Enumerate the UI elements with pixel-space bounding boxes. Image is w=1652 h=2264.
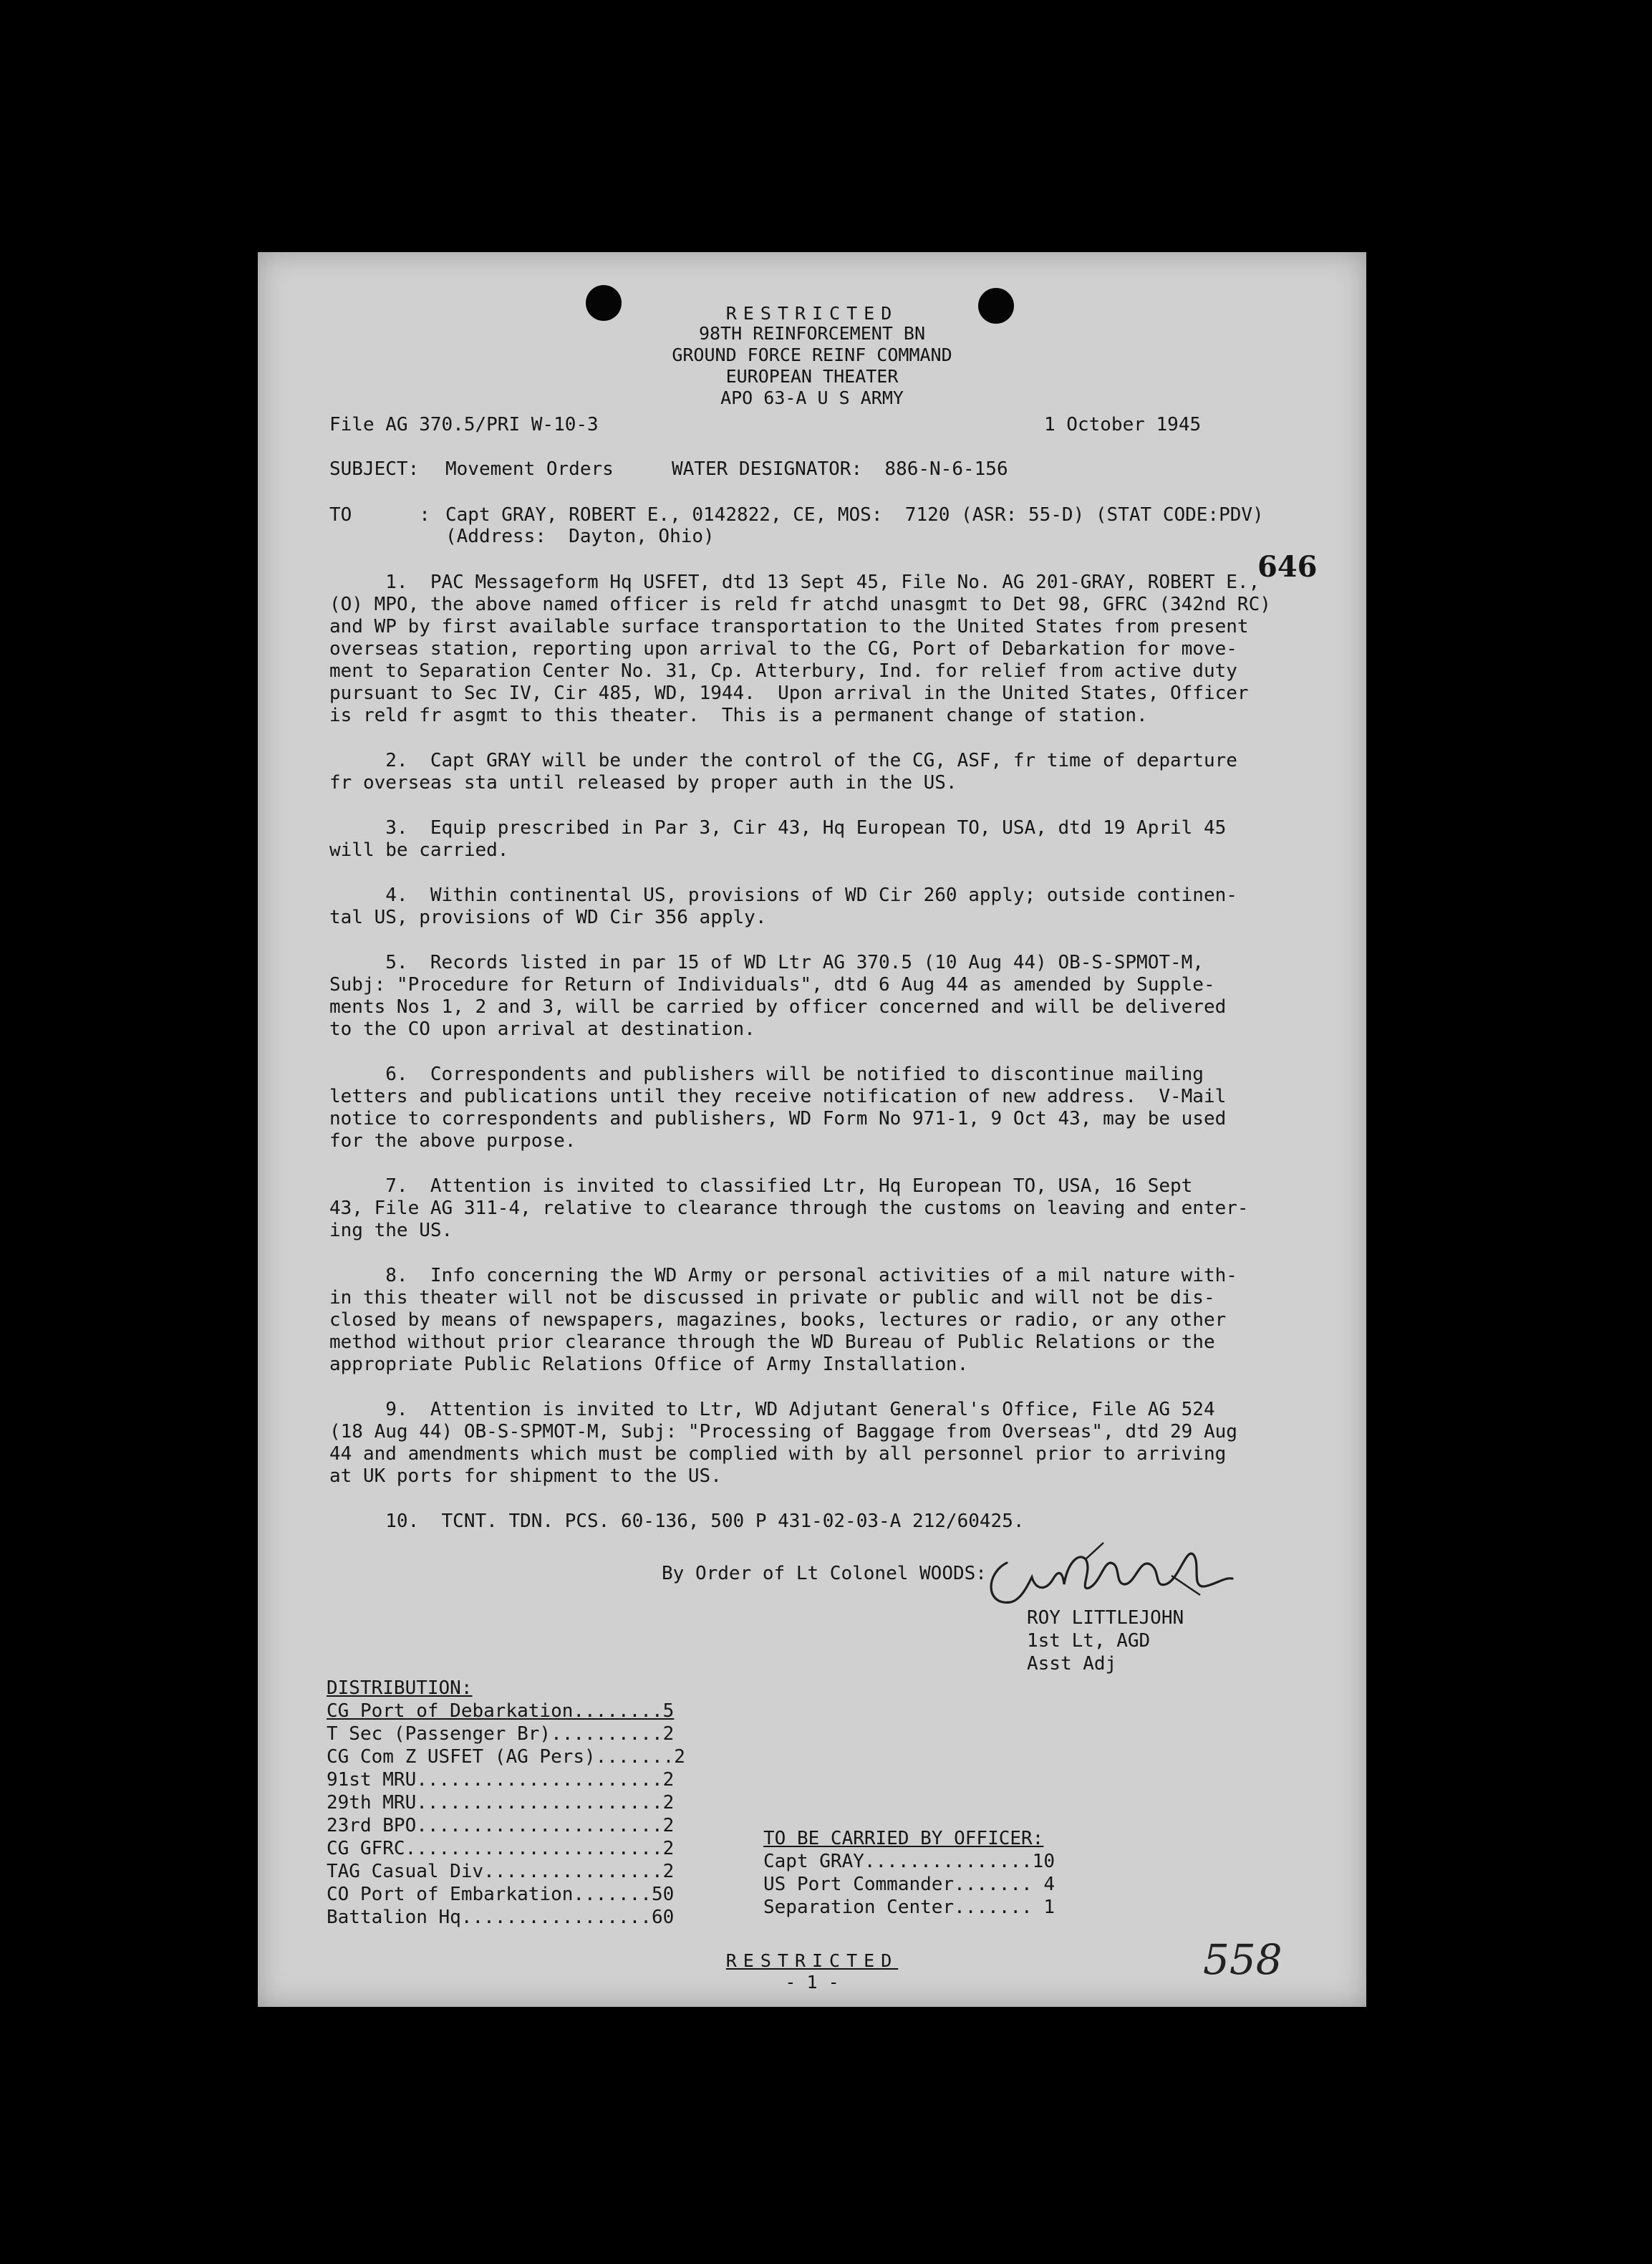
- paragraph-5-line: Subj: "Procedure for Return of Individuals", dtd 6 Aug 44 as amended by Supple-: [329, 974, 1215, 996]
- paragraph-8-line: 8. Info concerning the WD Army or personal activities of a mil nature with-: [329, 1265, 1237, 1286]
- subject-label: SUBJECT:: [329, 458, 420, 480]
- paragraph-1-line: is reld fr asgmt to this theater. This is a permanent change of station.: [329, 705, 1148, 726]
- paragraph-8-line: appropriate Public Relations Office of Army Installation.: [329, 1354, 969, 1375]
- paragraph-5-line: 5. Records listed in par 15 of WD Ltr AG 370.5 (10 Aug 44) OB-S-SPMOT-M,: [329, 952, 1204, 973]
- paragraph-3-line: 3. Equip prescribed in Par 3, Cir 43, Hq European TO, USA, dtd 19 April 45: [329, 817, 1227, 839]
- distribution-item: 23rd BPO......................2: [327, 1815, 675, 1836]
- paragraph-1-line: overseas station, reporting upon arrival to the CG, Port of Debarkation for move-: [329, 638, 1237, 660]
- paragraph-8-line: closed by means of newspapers, magazines, books, lectures or radio, or any other: [329, 1309, 1227, 1331]
- command-name: GROUND FORCE REINF COMMAND: [672, 345, 952, 365]
- classification-bottom: RESTRICTED: [725, 1950, 899, 1971]
- paragraph-1-line: 1. PAC Messageform Hq USFET, dtd 13 Sept 45, File No. AG 201-GRAY, ROBERT E.,: [329, 572, 1260, 593]
- paragraph-6-line: for the above purpose.: [329, 1130, 576, 1152]
- distribution-item: CG GFRC.......................2: [327, 1838, 675, 1859]
- distribution-heading: DISTRIBUTION:: [327, 1677, 473, 1699]
- signer-rank: 1st Lt, AGD: [1027, 1630, 1151, 1652]
- paragraph-2-line: 2. Capt GRAY will be under the control of the CG, ASF, fr time of departure: [329, 750, 1237, 771]
- apo-line: APO 63-A U S ARMY: [720, 387, 904, 408]
- paragraph-5-line: to the CO upon arrival at destination.: [329, 1018, 755, 1040]
- distribution-item: CG Com Z USFET (AG Pers).......2: [327, 1746, 685, 1768]
- paragraph-2-line: fr overseas sta until released by proper auth in the US.: [329, 772, 957, 794]
- paragraph-4-line: 4. Within continental US, provisions of WD Cir 260 apply; outside continen-: [329, 885, 1237, 906]
- water-designator: WATER DESIGNATOR: 886-N-6-156: [672, 458, 1008, 480]
- paragraph-1-line: and WP by first available surface transportation to the United States from present: [329, 616, 1249, 637]
- paragraph-8-line: method without prior clearance through the WD Bureau of Public Relations or the: [329, 1331, 1215, 1353]
- paragraph-7-line: 7. Attention is invited to classified Ltr, Hq European TO, USA, 16 Sept: [329, 1175, 1193, 1197]
- paragraph-7-line: 43, File AG 311-4, relative to clearance through the customs on leaving and enter-: [329, 1198, 1249, 1219]
- paragraph-10-line: 10. TCNT. TDN. PCS. 60-136, 500 P 431-02-03-A 212/60425.: [329, 1511, 1025, 1532]
- paragraph-8-line: in this theater will not be discussed in private or public and will not be dis-: [329, 1287, 1215, 1309]
- distribution-item: Battalion Hq.................60: [327, 1907, 675, 1928]
- handwritten-number: 558: [1203, 1935, 1283, 1984]
- paragraph-3-line: will be carried.: [329, 839, 509, 861]
- to-label: TO :: [329, 504, 430, 526]
- paragraph-9-line: at UK ports for shipment to the US.: [329, 1465, 722, 1487]
- paragraph-9-line: 9. Attention is invited to Ltr, WD Adjutant General's Office, File AG 524: [329, 1399, 1215, 1420]
- carried-item: US Port Commander....... 4: [763, 1874, 1055, 1895]
- paragraph-1-line: ment to Separation Center No. 31, Cp. Atterbury, Ind. for relief from active duty: [329, 660, 1237, 682]
- distribution-item: TAG Casual Div................2: [327, 1861, 675, 1882]
- paragraph-9-line: 44 and amendments which must be complied with by all personnel prior to arriving: [329, 1443, 1227, 1465]
- page-number: - 1 -: [785, 1972, 839, 1993]
- classification-top: RESTRICTED: [725, 303, 899, 324]
- signer-title: Asst Adj: [1027, 1653, 1117, 1675]
- paragraph-6-line: 6. Correspondents and publishers will be notified to discontinue mailing: [329, 1064, 1204, 1085]
- carried-heading: TO BE CARRIED BY OFFICER:: [763, 1828, 1044, 1849]
- distribution-item: 91st MRU......................2: [327, 1769, 675, 1791]
- document-page: [258, 252, 1366, 2007]
- file-number: File AG 370.5/PRI W-10-3: [329, 414, 599, 435]
- distribution-item: CG Port of Debarkation........5: [327, 1700, 675, 1722]
- paragraph-6-line: letters and publications until they receive notification of new address. V-Mail: [329, 1086, 1227, 1107]
- paragraph-4-line: tal US, provisions of WD Cir 356 apply.: [329, 907, 767, 928]
- paragraph-1-line: (O) MPO, the above named officer is reld fr atchd unasgmt to Det 98, GFRC (342nd RC): [329, 594, 1271, 615]
- distribution-item: 29th MRU......................2: [327, 1792, 675, 1813]
- paragraph-9-line: (18 Aug 44) OB-S-SPMOT-M, Subj: "Processing of Baggage from Overseas", dtd 29 Aug: [329, 1421, 1237, 1442]
- by-order-line: By Order of Lt Colonel WOODS:: [662, 1563, 987, 1584]
- to-line-2: (Address: Dayton, Ohio): [445, 526, 715, 547]
- subject-text: Movement Orders: [445, 458, 614, 480]
- paragraph-7-line: ing the US.: [329, 1220, 453, 1241]
- signer-name: ROY LITTLEJOHN: [1027, 1607, 1184, 1629]
- margin-number: 646: [1257, 550, 1318, 584]
- distribution-item: T Sec (Passenger Br)..........2: [327, 1723, 675, 1745]
- distribution-item: CO Port of Embarkation.......50: [327, 1884, 675, 1905]
- paragraph-6-line: notice to correspondents and publishers, WD Form No 971-1, 9 Oct 43, may be used: [329, 1108, 1227, 1129]
- carried-item: Capt GRAY...............10: [763, 1851, 1055, 1872]
- paragraph-5-line: ments Nos 1, 2 and 3, will be carried by officer concerned and will be delivered: [329, 996, 1227, 1018]
- theater-name: EUROPEAN THEATER: [725, 366, 899, 387]
- unit-name: 98TH REINFORCEMENT BN: [698, 323, 926, 344]
- carried-item: Separation Center....... 1: [763, 1897, 1055, 1918]
- to-line-1: Capt GRAY, ROBERT E., 0142822, CE, MOS: 7120 (ASR: 55-D) (STAT CODE:PDV): [445, 504, 1264, 526]
- document-date: 1 October 1945: [1044, 414, 1202, 435]
- paragraph-1-line: pursuant to Sec IV, Cir 485, WD, 1944. Upon arrival in the United States, Officer: [329, 683, 1249, 704]
